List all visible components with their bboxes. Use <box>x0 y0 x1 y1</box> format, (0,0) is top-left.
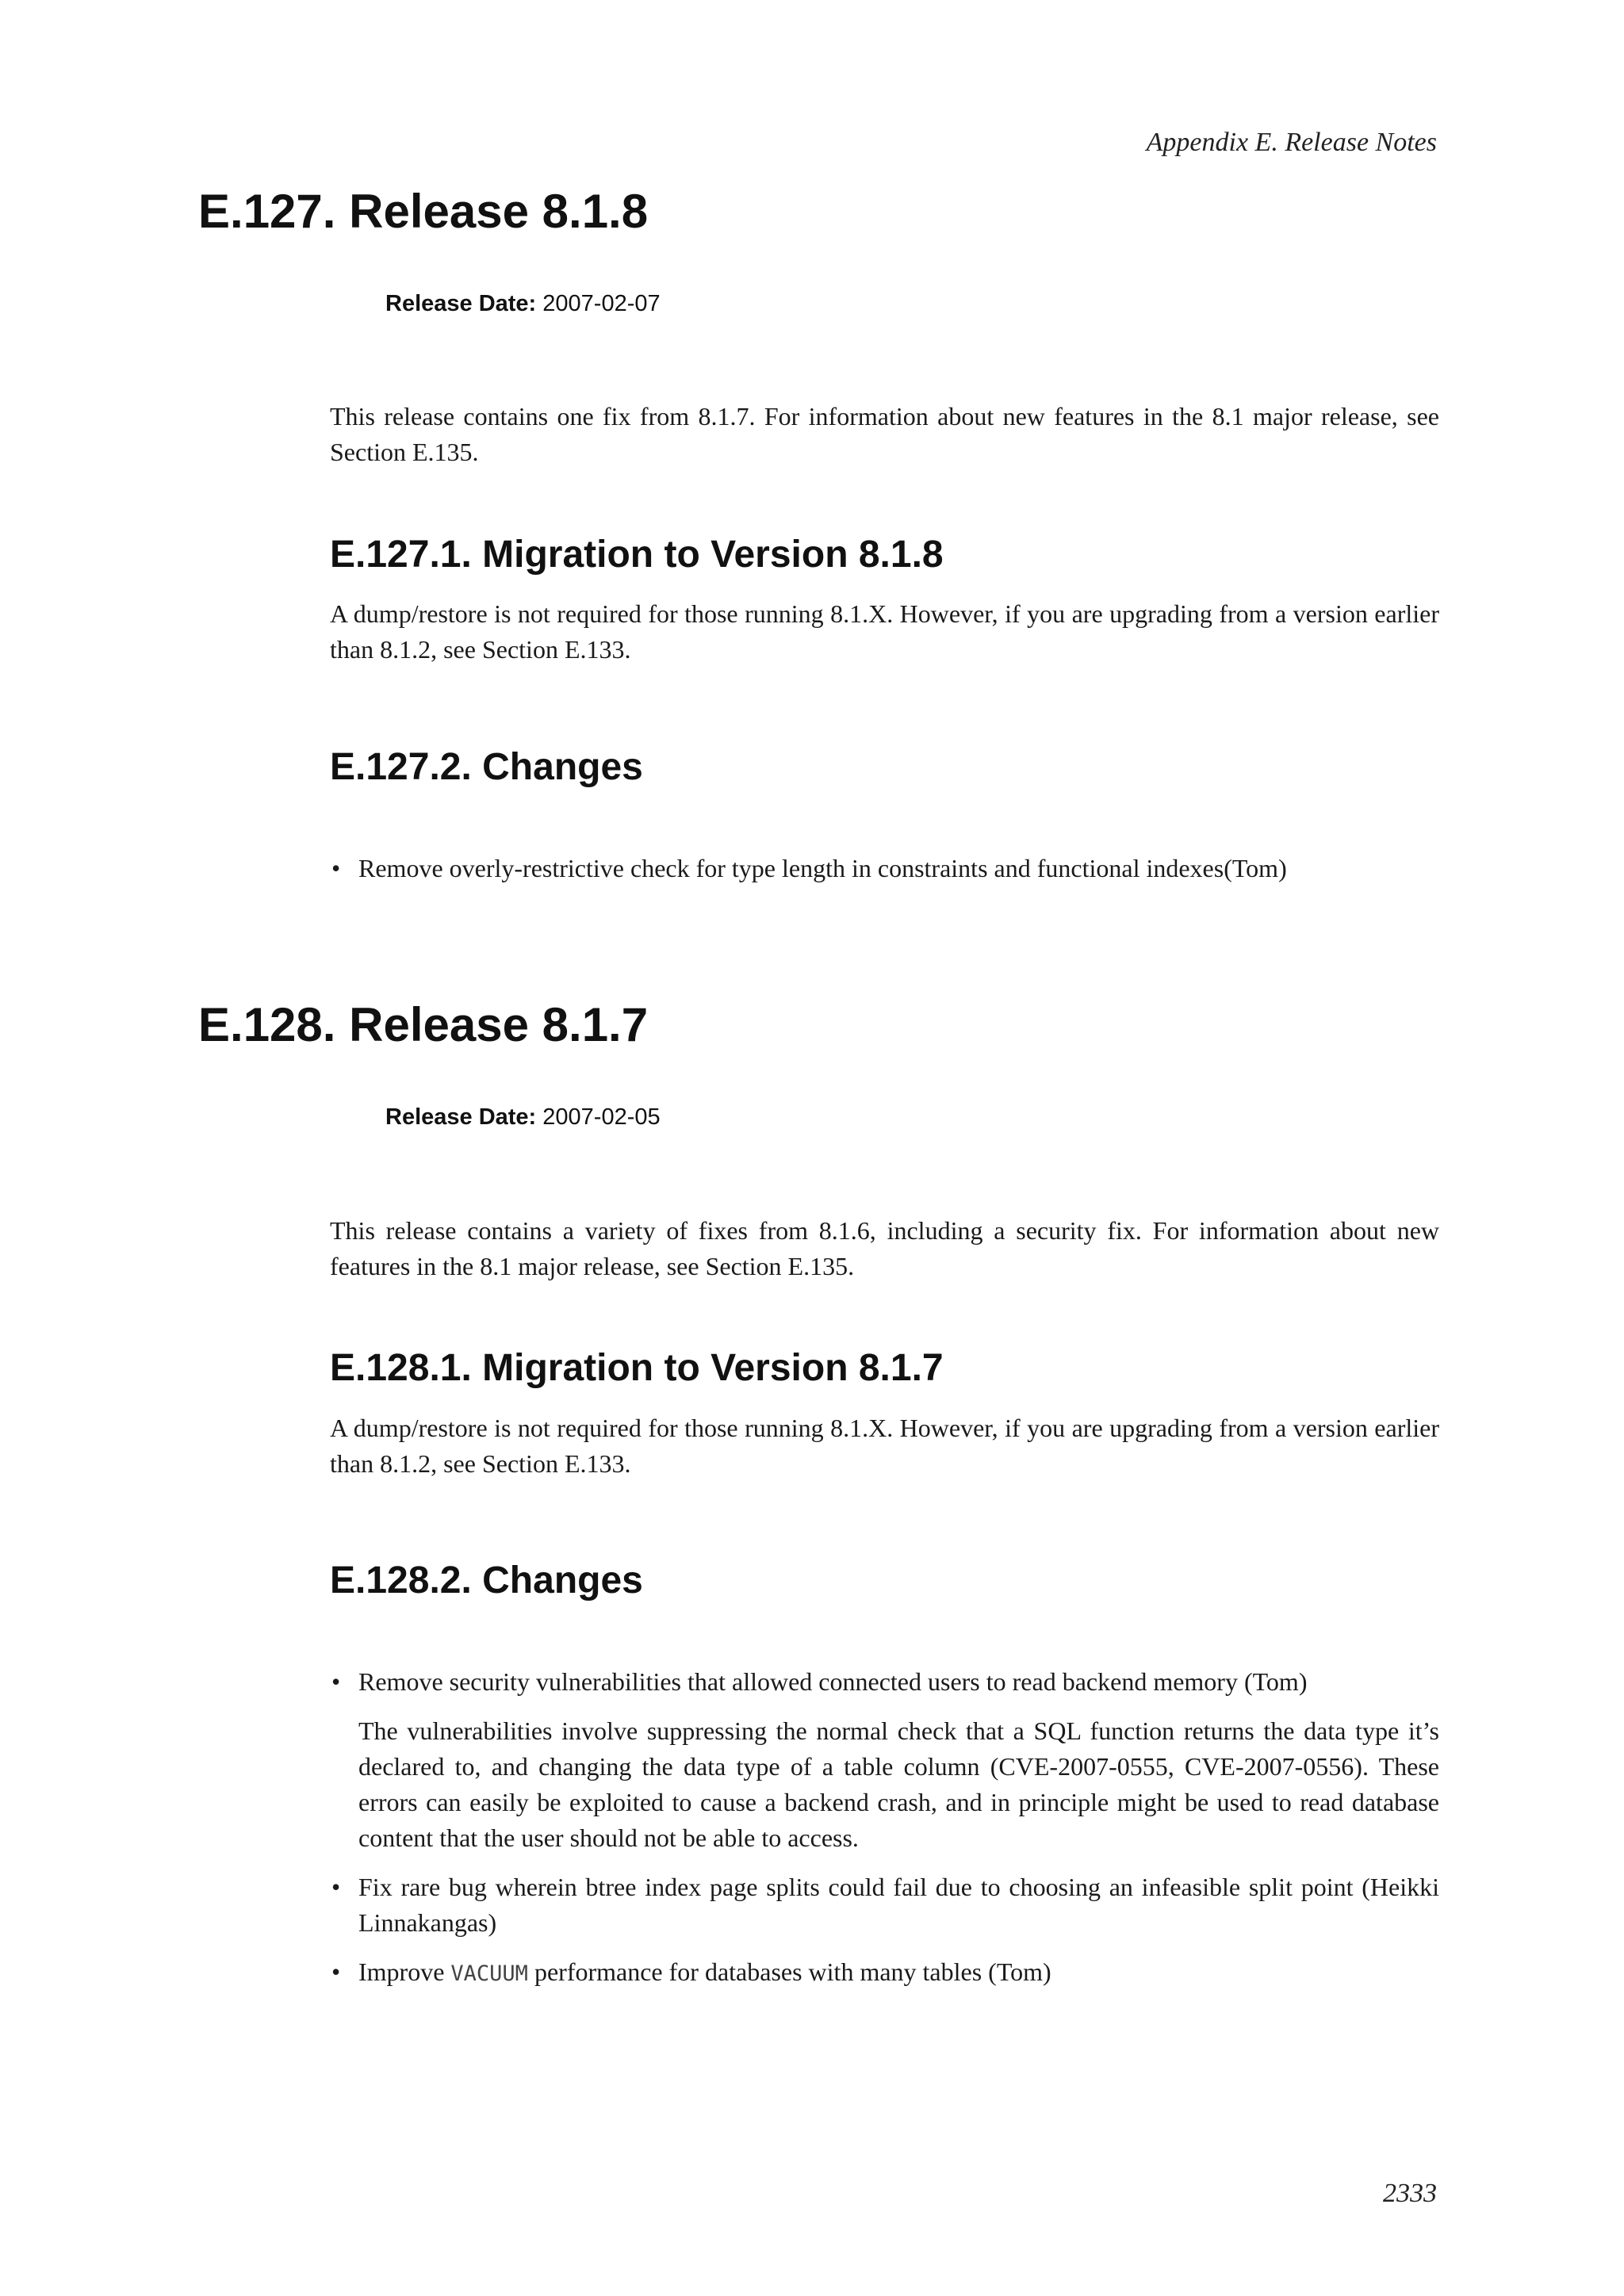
release-date-e128 <box>385 1103 661 1131</box>
list-item-text: Remove overly-restrictive check for type length in constraints and functional indexes(Tom) <box>358 854 1287 882</box>
list-item <box>330 1664 1439 1856</box>
release-date-value: 2007-02-05 <box>542 1104 661 1130</box>
changes-list-e128 <box>330 1664 1439 2005</box>
list-item <box>330 1954 1439 1992</box>
running-header: Appendix E. Release Notes <box>1146 128 1437 157</box>
list-item-text-prefix: Improve <box>358 1957 451 1986</box>
subsection-title-changes-e127: E.127.2. Changes <box>330 746 643 788</box>
migration-paragraph-e128: A dump/restore is not required for those running 8.1.X. However, if you are upgrading from a version earlier than 8.1.2, see Section E.133. <box>330 1414 1439 1478</box>
release-date-e127 <box>385 289 661 318</box>
migration-paragraph-e127: A dump/restore is not required for those running 8.1.X. However, if you are upgrading from a version earlier than 8.1.2, see Section E.133. <box>330 599 1439 664</box>
list-item-text-suffix: performance for databases with many tables (Tom) <box>527 1957 1051 1986</box>
bullet-icon: • <box>331 1667 341 1696</box>
section-title-e127: E.127. Release 8.1.8 <box>198 185 649 238</box>
bullet-icon: • <box>331 1957 341 1986</box>
changes-list-e127 <box>330 851 1439 900</box>
intro-paragraph-e128: This release contains a variety of fixes from 8.1.6, including a security fix. For information about new features in the 8.1 major release, see Section E.135. <box>330 1216 1439 1280</box>
release-date-label: Release Date: <box>385 1104 537 1130</box>
release-date-value: 2007-02-07 <box>542 291 661 316</box>
section-title-e128: E.128. Release 8.1.7 <box>198 998 649 1051</box>
subsection-title-migration-e128: E.128.1. Migration to Version 8.1.7 <box>330 1347 944 1389</box>
list-item-text: Remove security vulnerabilities that allowed connected users to read backend memory (Tom) <box>358 1667 1308 1696</box>
list-item <box>330 1869 1439 1941</box>
intro-paragraph-e127: This release contains one fix from 8.1.7. For information about new features in the 8.1 major release, see Section E.135. <box>330 402 1439 466</box>
list-item-detail: The vulnerabilities involve suppressing the normal check that a SQL function returns the data type it’s declared to, and changing the data type of a table column (CVE-2007-0555, CVE-2007-0556). These errors can easily be exploited to cause a backend crash, and in principle might be used to read database content that the user should not be able to access. <box>358 1716 1439 1852</box>
list-item-text: Fix rare bug wherein btree index page splits could fail due to choosing an infeasible split point (Heikki Linnakangas) <box>358 1873 1439 1937</box>
bullet-icon: • <box>331 1873 341 1901</box>
list-item <box>330 851 1439 886</box>
release-date-label: Release Date: <box>385 291 537 316</box>
code-literal: VACUUM <box>450 1961 528 1986</box>
bullet-icon: • <box>331 854 341 882</box>
subsection-title-migration-e127: E.127.1. Migration to Version 8.1.8 <box>330 534 944 576</box>
subsection-title-changes-e128: E.128.2. Changes <box>330 1559 643 1601</box>
page-number: 2333 <box>1383 2179 1437 2208</box>
